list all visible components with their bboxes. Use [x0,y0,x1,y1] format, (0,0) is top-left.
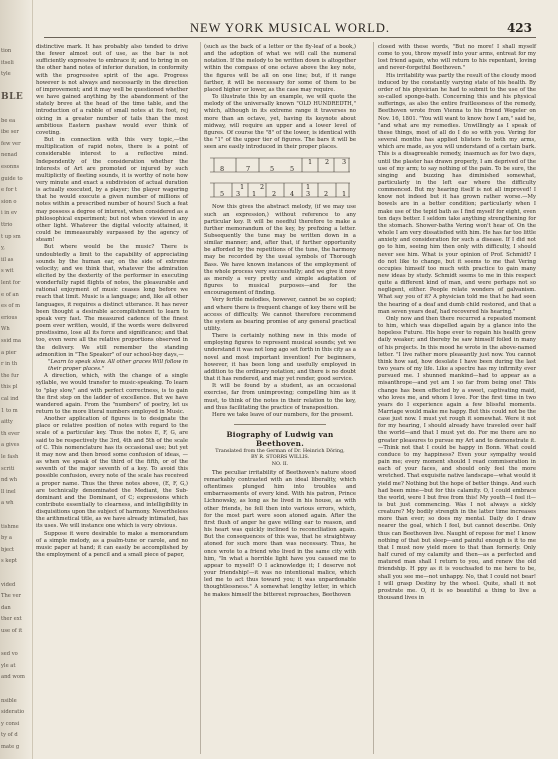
margin-fragment: tishme [1,523,19,530]
paragraph: Suppose it were desirable to make a memorandum of a simple melody, as a psalm-tune or carole, and no music paper at hand; it can easily be accomplished by the employment of a pencil and a small piece of paper, [36,530,188,559]
margin-fragment: dan [1,604,11,611]
margin-fragment: yle at [1,662,16,669]
margin-fragment: bject [1,546,14,553]
paragraph: His irritability was partly the result of the cloudy mood induced by the constantly varying state of his health. By order of his physician he had to submit to the use of the so-called sponge-bath. Concerning this and his physical sufferings, as also the entire fruitlessness of the remedy, Beethoven wrote from Vienna to his friend Wegeler on Nov. 16, 1801. "You will want to know how I am," said he, "and what are my remedies. Unwillingly as I speak of these things, most of all do I do so with you. Vering for several months has applied blisters to both my arms, which are made, as you will understand of a certain bark. This is a disagreeable remedy, inasmuch as for two days, until the plaster has drawn properly, I am deprived of the use of my arm; to say nothing of the pain. To be sure, the singing and buzzing has diminished somewhat, particularly in the left ear where the difficulty commenced. But my hearing itself is not all improved! I know not indeed but it has grown rather worse.—My bowels are in a better condition; particularly when I make use of the tepid bath as I find myself for eight, even ten days better. I seldom take anything strengthening for the stomach. Shower-baths Vering won't hear of. On the whole I am very dissatisfied with him. He has far too little anxiety and consideration for such a disease. If I did not go to him, seeing him then only with difficulty, I should never see him. What is your opinion of Prof. Schmidt? I do not like to change, but it seems to me that Vering occupies himself too much with practice to gain many new ideas by study. Schmidt seems to me in this respect quite a different kind of man, and were perhaps not so negligent, either. People relate wonders of galvanism. What say you of it? A physician told me that he had seen the hearing of a deaf and dumb child restored, and that a man seven years deaf, had recovered his hearing." [378,72,536,315]
margin-fragment: sideratio [1,709,25,716]
margin-fragment: sion o [1,198,17,205]
paragraph: It will be found by a student, as an occasional exercise, far from unimproving; compelling him as it must, to think of the notes in their relation to the key, and thus facilitating the practice of transposition. [204,383,356,411]
article-byline: BY R. STORRS WILLIS. [250,454,310,461]
paragraph: Very fertile melodies, however, cannot be so copied; and where there is frequent change of key there will be access of difficulty. We cannot therefore recommend the system as bearing promise of any general practical utility. [204,297,356,332]
margin-fragment: r in th [1,361,18,368]
margin-fragment: sed vo [1,651,18,658]
margin-fragment: ssid ma [1,338,21,344]
notation-numeral: 7 [246,165,251,174]
margin-fragment: a wh [1,500,14,507]
margin-fragment: nenad [1,152,18,159]
margin-fragment: th ever [1,430,20,437]
margin-fragment: Wh [1,326,10,333]
margin-fragment: tion [1,48,12,54]
paragraph: (such as the back of a letter or the fly-leaf of a book,) and the adoption of what we will call the numeral notation. If the melody to be written down is altogether within the compass of one octave above the key note, the figures will be all on one line; but, if it range farther, it will be necessary for some of them to be placed higher or lower, as the case may require. [204,44,356,93]
notation-numeral: 2 [325,158,330,167]
margin-fragment: few ver [1,140,21,147]
margin-fragment: t up sm [1,233,21,240]
notation-numeral: 2 [324,190,329,199]
page-title: NEW YORK MUSICAL WORLD. [189,21,391,35]
margin-fragment: s wit [1,268,14,275]
column-1 [36,44,188,559]
margin-fragment: guide to [1,175,23,182]
article-title: Biography of Ludwig van Beethoven. [226,430,334,449]
margin-fragment: scriti [1,465,15,472]
notation-numeral: 1 [252,190,257,199]
notation-numeral: 3 [236,190,241,199]
margin-fragment: be ea [1,117,16,124]
margin-fragment: iil as [1,256,14,263]
margin-fragment: and wom [1,674,25,681]
margin-fragment: ther ext [1,616,22,623]
margin-fragment: a gives [1,442,20,449]
column-divider [373,42,374,754]
quote: "Learn to speak slow. All other graces Will follow in their proper places." [48,358,188,373]
margin-fragment: le fash [1,454,19,460]
margin-fragment: ibe ser [1,129,19,136]
notation-numeral: 1 [306,183,311,192]
column-2 [204,44,356,599]
margin-fragment: lent for [1,280,21,286]
paragraph: Another application of figures is to designate the place or relative position of notes with regard to the scale of a particular key. Thus the notes E, F, G, are said to be respectively the 3rd, 4th and 5th of the scale of C. This nomenclature has its occasional use; but yet it may now and then breed some confusion of ideas, —as when we speak of the third of the fifth, or of the seventh of the major seventh of a key. To avoid this possible confusion, every note of the scale has received a proper name. Thus the three notes above, (E, F, G,) are technically denominated the Mediant, the Sub-dominant and the Dominant, of C; expressions which contribute essentially to clearness, and intelligibility in disquisitions upon the subject of harmony. Nevertheless the arithmetical title, as we have already intimated, has its uses. We will instance one which is very obvious. [36,416,188,530]
margin-fragment: mate g [1,744,20,750]
notation-numeral: 3 [306,190,311,199]
notation-numeral: 5 [270,165,275,174]
margin-fragment: es of m [1,303,20,310]
margin-fragment: nd wh [1,477,18,484]
margin-fragment: nsible [1,697,17,704]
paragraph: Only now and then there recurred a repeated moment to him, which was dispelled again by a glance into the hopeless Future. His hope ever to regain his health grew daily weaker; and thereby he saw himself foiled in many of his projects. In this mood he wrote in the above-named letter. "I live rather more pleasantly just now. You cannot think how sad, how desolate I have been during the last two years of my life. Like a spectre has my infirmity ever pursued me. I shunned mankind—had to appear as a misanthrope—and yet am I so far from being one! This change has been effected by a sweet, captivating maid, who loves me, and whom I love. For the first time in two years do I experience again a few blissful moments. Marriage would make me happy. But this could not be the case just now. I must yet rough it somewhat. Were it not for my hearing, I should already have traveled over half the world—and that I must yet do. For me there are no greater pleasures to pursue my Art and to demonstrate it.—Think not that I could be happy in Bonn. What could conduce to my happiness? Even your sympathy would pain me; every moment should I read commiseration in each of your faces, and should only feel the more wretched. That exquisite native landscape—what would it yield me? Nothing but the hope of better things. And such had been mine—but for this calamity. O, I could embrace the world, were I but free from this! My youth—I feel it—is but just commencing. Was I not always a sickly creature? My bodily strength in the latter time increases more than ever; so does my mental. Daily do I draw nearer the goal, which I feel, but cannot describe. Only thus can Beethoven live. Naught of repose for me! I know nothing of that but sleep—and painful enough is it to me that I must now yield more to that than formerly. Only half cured of my calamity and then—as a perfected and matured man shall I return to you, and renew the old friendship. H ppy as it is vouchsafed to me here to be, shall you see me—not unhappy. No, that I could not bear! I will grasp Destiny by the wheel. Quite, shall it not prostrate me. O, it is so beautiful a thing to live a thousand lives in [378,315,536,602]
margin-fragment: ty of d [1,732,18,739]
page-number: 423 [506,21,532,35]
notation-numeral: 5 [220,190,225,199]
margin-fragment: esonns [1,164,20,170]
notation-numeral: 3 [342,158,347,167]
notation-numeral: 1 [240,183,245,192]
paragraph: But in connection with this very topic,—the multiplication of rapid notes, there is a point of considerable interest to a reflective mind. Independently of the consideration whether the interests of Art are promoted or injured by such multiplicity of fleeting sounds, it is worthy of note how very minute and exact a subdivision of actual duration is actually executed, by a player; the player wagering that he would execute a given number of millions of notes within a prescribed number of hours! Such a feat may possess a degree of interest, when considered as a philosophical experiment; but not when viewed in any other light. Whatever the digital velocity attained, it could be immeasurably surpassed by the agency of steam! [36,137,188,244]
margin-fragment: erious [1,314,18,321]
paragraph: To illustrate this by an example, we will quote the melody of the universally known "OLD HUNDREDTH," which, although in its extreme range it traverses no more than an octave, yet, having its keynote about midway, will require an upper and a lower level of figures. Of course the "8" of the lower, is identical with the "1" of the upper tier of figures. The bars it will be seen are easily introduced in their proper places. [204,94,356,151]
column-3 [378,44,536,602]
notation-numeral: 2 [272,190,277,199]
margin-fragment: use of it [1,628,23,634]
margin-fragment: y, [1,245,5,252]
paragraph: Now this gives the abstract melody, (if we may use such an expression,) without reference to any particular key. It will be needful therefore to make a further memorandum of the key, by prefixing a letter. Subsequently the tune may be written down in a similar manner; and, after that, if further opportunity be afforded by the repetitions of the tune, the harmony may be recorded by the usual symbols of Thorough Bass. We have known instances of the employment of the whole process very successfully; and we give it now as merely a very pretty and simple adaptation of figures to musical purposes—and for the encouragement of finding. [204,204,356,297]
margin-fragment: e of an [1,291,19,298]
paragraph: closed with these words, "But no more! I shall myself come to you, throw myself into your arms, entreat for my lost friend again, who will return to his repentant, loving and never-forgetful Beethoven." [378,44,536,72]
paragraph: But where would be the music? There is undoubtedly a limit to the capability of appreciating sounds by the human ear, on the side of extreme velocity; and we think that, whatever the admiration elicited by the dexterity of the performer in executing wonderfully rapid flights of notes, the pleasurable and rational enjoyment of music ceases long before we reach that limit. Music is a language; and, like all other languages, it requires a distinct utterance. It has never been thought a desirable accomplishment to learn to speak very fast. The measured cadence of the finest poem ever written, would, if the words were delivered prestissimo, lose all its force and significance; and that too, even were all the relative proportions observed in the delivery. We still remember the standing admonition in "The Speaker" of our school-boy days,— [36,244,188,358]
margin-fragment: y consi [1,720,20,727]
margin-fragment: The ver [1,593,22,600]
margin-fragment: 1 to m [1,407,18,414]
margin-fragment: the fur [1,372,19,379]
page-header [44,21,536,38]
margin-fragment: cal ind [1,396,19,402]
notation-numeral: 1 [308,158,313,167]
notation-numeral: 2 [260,183,265,192]
notation-numeral: 4 [290,190,295,199]
paragraph: There is certainly nothing new in this mode of employing figures to represent musical sounds; yet we understand it was not long ago set forth in this city as a novel and most important invention! For beginners, however, it has been long and usefully employed in addition to the ordinary notation; and there is no doubt that it has rendered, and may yet render, good service. [204,333,356,383]
margin-fragment: this pl [1,384,18,391]
margin-fragment: a pier [1,349,17,356]
numeral-notation-staff-1 [206,154,354,176]
article-number: NO. II. [271,460,289,467]
notation-numeral: 1 [342,190,347,199]
notation-numeral: 5 [290,165,295,174]
notation-numeral: 8 [220,165,225,174]
margin-fragment: by a [1,535,12,542]
margin-fragment: itseli [1,59,14,66]
margin-fragment: BLE [1,92,24,103]
margin-fragment: ll inel [1,488,16,495]
margin-fragment: ttrio [1,222,13,228]
section-rule [234,424,326,425]
margin-fragment: vided [1,581,16,588]
margin-fragment: s kept [1,558,17,565]
margin-fragment: aitty [1,419,13,426]
margin-fragment: i in ev [1,210,17,217]
paragraph: The peculiar irritability of Beethoven's nature stood remarkably contrasted with an ideal liberality, which oftentimes plunged him into troubles and embarrassments of every kind. With his patron, Prince Lichnowsky, as long as he lived in his house, as with other friends, he fell then into various errors, which, for the most part were soon atoned again. After the first flush of anger he gave willing ear to reason, and his heart was quickly inclined to reconciliation again. But the consequences of this was, that he straightway atoned for such more than was necessary. Thus, he once wrote to a friend who lived in the same city with him, "In what a horrible light have you caused me to appear to myself! O I acknowledge it; I deserve not your friendship!—it was no intentional malice, which led me to act thus toward you; it was unpardonable thoughtlessness." A somewhat lengthy letter, in which he makes himself the bitterest reproaches, Beethoven [204,469,356,598]
article-subtitle: Translated from the German of Dr. Heinrich Döring, [215,448,345,455]
column-divider [200,42,201,754]
paragraph: distinctive mark. It has probably also tended to drive the fewer almost out of use, as the bar is not sufficiently expressive to embrace it; and to bring in on the other hand notes of inferior duration, in conformity with the progressive spirit of the age. Progress however is not always and necessarily in the direction of improvement; and it may well be questioned whether we have gained anything by the abandonment of the stately breve at the head of the time table, and the introduction of a rabble of small notes at its foot, rej oicing in a greater number of tails than the most ambitious Eastern pashaw would ever think of coveting. [36,44,188,136]
margin-fragment: e for t [1,187,17,194]
paragraph: A direction, which, with the change of a single syllable, we would transfer to music-speaking. To learn to "play slow," and with perfect correctness, is to gain the first step on the ladder of excellence. But we have wandered again. From the "numbers" of poetry, let us return to the more literal numbers employed in Music. [36,373,188,415]
paragraph: Here we take leave of our numbers, for the present. [212,411,354,418]
adjacent-page-edge [0,0,33,759]
numeral-notation-staff-2 [206,179,354,201]
margin-fragment: tyle [1,71,11,78]
